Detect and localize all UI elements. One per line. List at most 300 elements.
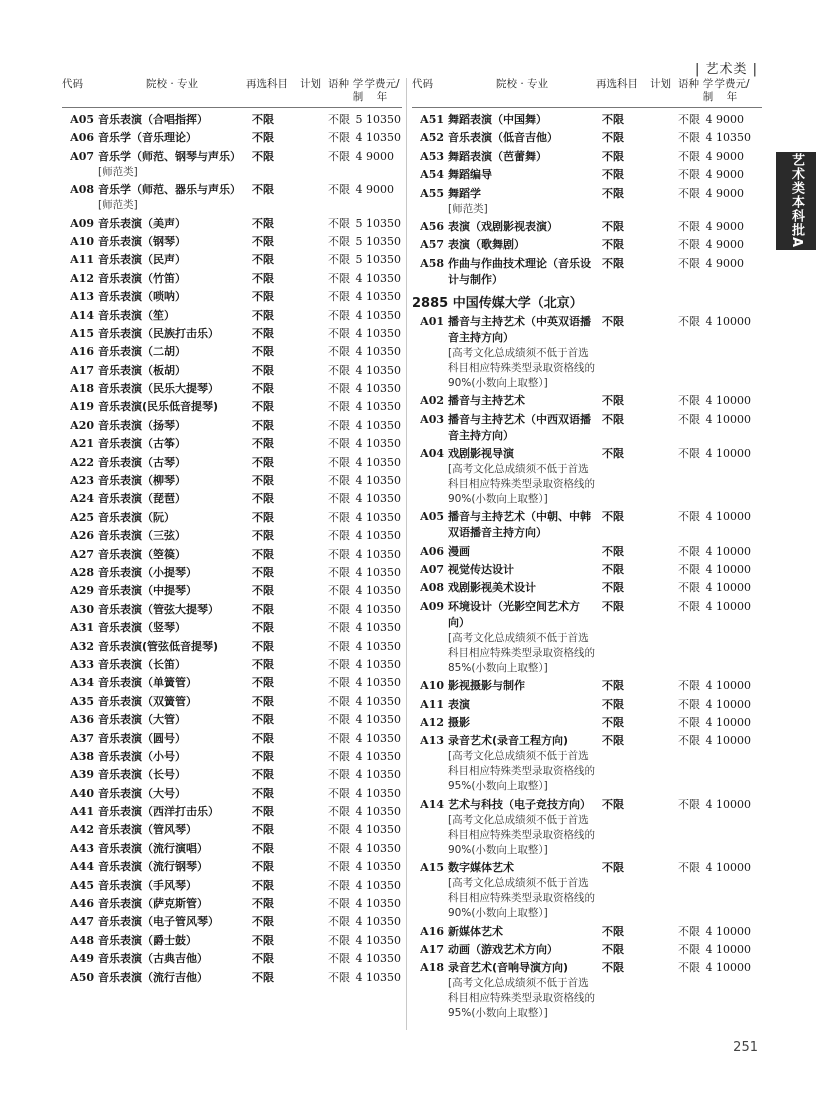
major-name: 音乐表演（单簧管） <box>98 676 197 690</box>
tuition-fee: 10000 <box>716 716 751 730</box>
plan-count <box>650 130 678 146</box>
major-code: A47 <box>70 915 94 929</box>
tuition-fee: 10350 <box>366 345 401 359</box>
major-name: 舞蹈编导 <box>448 168 492 182</box>
major-name: 音乐表演（琵琶） <box>98 492 186 506</box>
major-code: A11 <box>70 253 94 267</box>
major-name <box>448 186 596 217</box>
major-name-text: 舞蹈学 <box>448 186 481 200</box>
plan-count <box>300 528 328 544</box>
study-length: 4 <box>355 621 363 635</box>
subject-requirement: 不限 <box>252 345 274 359</box>
language-requirement: 不限 <box>328 345 350 359</box>
subject-requirement: 不限 <box>602 734 624 748</box>
language-requirement: 不限 <box>678 861 700 875</box>
language-requirement: 不限 <box>328 915 350 929</box>
subject-requirement: 不限 <box>252 547 274 561</box>
major-note: [师范类] <box>448 202 488 215</box>
language-requirement: 不限 <box>328 639 350 653</box>
study-length: 4 <box>705 219 713 233</box>
plan-count <box>650 412 678 444</box>
language-requirement: 不限 <box>328 149 350 163</box>
subject-requirement: 不限 <box>252 253 274 267</box>
header-code: 代码 <box>412 78 433 90</box>
language-requirement: 不限 <box>328 841 350 855</box>
study-length: 4 <box>355 602 363 616</box>
major-code: A53 <box>420 149 444 163</box>
table-row <box>62 308 402 324</box>
major-code: A12 <box>420 716 444 730</box>
study-length: 4 <box>705 734 713 748</box>
table-row <box>62 712 402 728</box>
tuition-fee: 10350 <box>366 915 401 929</box>
language-requirement: 不限 <box>328 547 350 561</box>
subject-requirement: 不限 <box>602 599 624 613</box>
major-name: 音乐表演（三弦） <box>98 529 186 543</box>
study-length: 4 <box>705 238 713 252</box>
tuition-fee: 10350 <box>366 290 401 304</box>
language-requirement: 不限 <box>328 749 350 763</box>
plan-count <box>300 308 328 324</box>
header-name: 院校 · 专业 <box>495 78 548 90</box>
major-code: A04 <box>420 446 444 460</box>
major-name: 音乐表演（流行演唱） <box>98 841 208 855</box>
plan-count <box>300 399 328 415</box>
tuition-fee: 10350 <box>366 602 401 616</box>
subject-requirement: 不限 <box>252 768 274 782</box>
tuition-fee: 10000 <box>716 679 751 693</box>
subject-requirement: 不限 <box>252 271 274 285</box>
major-code: A07 <box>70 149 94 163</box>
header-plan: 计划 <box>650 78 671 90</box>
major-code: A20 <box>70 418 94 432</box>
language-requirement: 不限 <box>678 113 700 126</box>
major-name-text: 戏剧影视导演 <box>448 446 514 460</box>
subject-requirement: 不限 <box>602 446 624 460</box>
table-row <box>412 167 762 183</box>
table-row <box>412 130 762 146</box>
major-name <box>448 314 596 391</box>
study-length: 4 <box>705 697 713 711</box>
major-name: 音乐表演（低音吉他） <box>448 131 558 145</box>
tuition-fee: 10350 <box>366 639 401 653</box>
major-code: A14 <box>70 308 94 322</box>
major-name: 音乐表演（二胡） <box>98 345 186 359</box>
table-row <box>62 970 402 986</box>
table-row <box>412 314 762 391</box>
table-row <box>62 859 402 875</box>
subject-requirement: 不限 <box>252 602 274 616</box>
study-length: 4 <box>355 970 363 984</box>
study-length: 4 <box>705 412 713 426</box>
language-requirement: 不限 <box>678 149 700 163</box>
tuition-fee: 10000 <box>716 394 751 408</box>
major-code: A50 <box>70 970 94 984</box>
major-code: A07 <box>420 563 444 577</box>
study-length: 4 <box>355 713 363 727</box>
subject-requirement: 不限 <box>252 234 274 248</box>
major-name: 音乐表演（民乐大提琴） <box>98 382 219 396</box>
table-row <box>412 509 762 541</box>
subject-requirement: 不限 <box>252 805 274 819</box>
major-name: 音乐表演（电子管风琴） <box>98 915 219 929</box>
study-length: 4 <box>355 639 363 653</box>
major-name: 音乐表演（长笛） <box>98 657 186 671</box>
subject-requirement: 不限 <box>602 961 624 975</box>
major-code: A54 <box>420 168 444 182</box>
major-name: 音乐表演（萨克斯管） <box>98 897 208 911</box>
language-requirement: 不限 <box>678 256 700 270</box>
major-name: 音乐表演（古筝） <box>98 437 186 451</box>
study-length: 4 <box>705 544 713 558</box>
major-note: [高考文化总成绩须不低于首选科目相应特殊类型录取资格线的95%(小数向上取整）] <box>448 750 595 793</box>
major-code: A55 <box>420 186 444 200</box>
study-length: 4 <box>355 363 363 377</box>
language-requirement: 不限 <box>678 238 700 252</box>
study-length: 4 <box>355 933 363 947</box>
major-code: A26 <box>70 529 94 543</box>
subject-requirement: 不限 <box>252 565 274 579</box>
subject-requirement: 不限 <box>252 713 274 727</box>
major-name: 音乐表演（合唱指挥） <box>98 113 208 126</box>
subject-requirement: 不限 <box>602 581 624 595</box>
major-code: A10 <box>70 234 94 248</box>
subject-requirement: 不限 <box>252 694 274 708</box>
header-length: 学制 <box>352 78 364 103</box>
subject-requirement: 不限 <box>252 455 274 469</box>
major-code: A56 <box>420 219 444 233</box>
subject-requirement: 不限 <box>252 149 274 163</box>
major-name: 动画（游戏艺术方向） <box>448 942 558 956</box>
tuition-fee: 10350 <box>366 492 401 506</box>
major-name: 音乐表演（竖琴） <box>98 621 186 635</box>
major-name: 视觉传达设计 <box>448 563 514 577</box>
study-length: 4 <box>705 797 713 811</box>
tuition-fee: 10350 <box>366 805 401 819</box>
tuition-fee: 10000 <box>716 544 751 558</box>
major-name: 漫画 <box>448 544 470 558</box>
study-length: 4 <box>355 290 363 304</box>
plan-count <box>650 393 678 409</box>
major-name: 音乐表演（钢琴） <box>98 234 186 248</box>
plan-count <box>650 797 678 858</box>
table-row <box>62 675 402 691</box>
major-name: 摄影 <box>448 716 470 730</box>
tuition-fee: 10350 <box>366 584 401 598</box>
tuition-fee: 10000 <box>716 314 751 328</box>
table-row <box>62 289 402 305</box>
study-length: 4 <box>355 676 363 690</box>
plan-count <box>300 565 328 581</box>
tuition-fee: 10000 <box>716 961 751 975</box>
language-requirement: 不限 <box>328 183 350 197</box>
major-code: A57 <box>420 238 444 252</box>
tuition-fee: 10350 <box>366 131 401 145</box>
language-requirement: 不限 <box>328 253 350 267</box>
tuition-fee: 10000 <box>716 563 751 577</box>
study-length: 5 <box>355 113 363 126</box>
language-requirement: 不限 <box>678 734 700 748</box>
major-code: A12 <box>70 271 94 285</box>
study-length: 4 <box>355 529 363 543</box>
tuition-fee: 10350 <box>366 437 401 451</box>
plan-count <box>300 602 328 618</box>
major-name: 播音与主持艺术 <box>448 394 525 408</box>
plan-count <box>300 473 328 489</box>
language-requirement: 不限 <box>678 599 700 613</box>
subject-requirement: 不限 <box>602 219 624 233</box>
table-row <box>412 599 762 676</box>
plan-count <box>300 149 328 180</box>
language-requirement: 不限 <box>328 657 350 671</box>
major-code: A45 <box>70 878 94 892</box>
table-row <box>62 455 402 471</box>
major-code: A13 <box>420 734 444 748</box>
subject-requirement: 不限 <box>602 544 624 558</box>
plan-count <box>650 942 678 958</box>
major-name <box>98 149 246 180</box>
major-name <box>448 960 596 1021</box>
tuition-fee: 10000 <box>716 599 751 613</box>
table-row <box>412 733 762 794</box>
major-code: A42 <box>70 823 94 837</box>
language-requirement: 不限 <box>328 216 350 230</box>
tuition-fee: 10350 <box>366 768 401 782</box>
language-requirement: 不限 <box>678 394 700 408</box>
study-length: 4 <box>355 492 363 506</box>
tuition-fee: 10350 <box>366 326 401 340</box>
study-length: 4 <box>355 345 363 359</box>
tuition-fee: 10350 <box>366 731 401 745</box>
study-length: 4 <box>705 924 713 938</box>
major-name: 音乐表演（小号） <box>98 749 186 763</box>
subject-requirement: 不限 <box>252 841 274 855</box>
major-name: 音乐表演（流行钢琴） <box>98 860 208 874</box>
language-requirement: 不限 <box>328 584 350 598</box>
language-requirement: 不限 <box>328 768 350 782</box>
tuition-fee: 10350 <box>366 933 401 947</box>
tuition-fee: 10000 <box>716 697 751 711</box>
major-code: A25 <box>70 510 94 524</box>
subject-requirement: 不限 <box>602 797 624 811</box>
left-rows <box>62 112 402 986</box>
language-requirement: 不限 <box>678 942 700 956</box>
table-row <box>412 797 762 858</box>
subject-requirement: 不限 <box>252 731 274 745</box>
major-name: 音乐表演（长号） <box>98 768 186 782</box>
language-requirement: 不限 <box>328 805 350 819</box>
table-row <box>62 620 402 636</box>
study-length: 4 <box>705 113 713 126</box>
table-row <box>62 951 402 967</box>
tuition-fee: 10350 <box>366 529 401 543</box>
major-code: A21 <box>70 437 94 451</box>
plan-count <box>650 860 678 921</box>
subject-requirement: 不限 <box>602 716 624 730</box>
tuition-fee: 9000 <box>716 186 744 200</box>
major-name: 表演 <box>448 697 470 711</box>
major-code: A44 <box>70 860 94 874</box>
plan-count <box>300 271 328 287</box>
major-name: 音乐表演（美声） <box>98 216 186 230</box>
tuition-fee: 9000 <box>716 219 744 233</box>
study-length: 4 <box>355 860 363 874</box>
major-note: [高考文化总成绩须不低于首选科目相应特殊类型录取资格线的85%(小数向上取整）] <box>448 631 595 674</box>
plan-count <box>300 896 328 912</box>
subject-requirement: 不限 <box>602 238 624 252</box>
plan-count <box>300 344 328 360</box>
major-name: 新媒体艺术 <box>448 924 503 938</box>
major-code: A05 <box>420 510 444 524</box>
tuition-fee: 10350 <box>366 878 401 892</box>
header-plan: 计划 <box>300 78 321 90</box>
tuition-fee: 10350 <box>366 657 401 671</box>
major-name: 音乐表演（管风琴） <box>98 823 197 837</box>
tuition-fee: 10350 <box>716 131 751 145</box>
major-code: A15 <box>70 326 94 340</box>
plan-count <box>650 924 678 940</box>
study-length: 4 <box>355 455 363 469</box>
table-row <box>412 678 762 694</box>
table-row <box>412 697 762 713</box>
tuition-fee: 10350 <box>366 363 401 377</box>
language-requirement: 不限 <box>328 326 350 340</box>
plan-count <box>300 694 328 710</box>
subject-requirement: 不限 <box>252 639 274 653</box>
table-row <box>62 841 402 857</box>
major-name: 音乐学（音乐理论） <box>98 131 197 145</box>
table-row <box>62 112 402 128</box>
language-requirement: 不限 <box>328 131 350 145</box>
major-name: 音乐表演（古琴） <box>98 455 186 469</box>
table-row <box>62 933 402 949</box>
study-length: 4 <box>705 446 713 460</box>
table-row <box>62 399 402 415</box>
study-length: 4 <box>355 131 363 145</box>
study-length: 4 <box>355 841 363 855</box>
subject-requirement: 不限 <box>252 400 274 414</box>
tuition-fee: 10350 <box>366 474 401 488</box>
header-length: 学制 <box>702 78 714 103</box>
study-length: 4 <box>705 256 713 270</box>
header-fee: 学费元/年 <box>364 78 400 103</box>
plan-count <box>650 509 678 541</box>
study-length: 4 <box>355 400 363 414</box>
tuition-fee: 10000 <box>716 412 751 426</box>
subject-requirement: 不限 <box>602 697 624 711</box>
major-code: A09 <box>70 216 94 230</box>
major-name <box>448 599 596 676</box>
language-requirement: 不限 <box>328 437 350 451</box>
major-code: A28 <box>70 565 94 579</box>
subject-requirement: 不限 <box>252 418 274 432</box>
major-name: 舞蹈表演（芭蕾舞） <box>448 149 547 163</box>
major-code: A52 <box>420 131 444 145</box>
major-code: A08 <box>420 581 444 595</box>
language-requirement: 不限 <box>328 731 350 745</box>
major-code: A37 <box>70 731 94 745</box>
major-name: 音乐表演（箜篌） <box>98 547 186 561</box>
study-length: 4 <box>355 768 363 782</box>
tuition-fee: 10350 <box>366 786 401 800</box>
major-code: A24 <box>70 492 94 506</box>
tuition-fee: 9000 <box>716 238 744 252</box>
table-row <box>412 715 762 731</box>
subject-requirement: 不限 <box>252 290 274 304</box>
study-length: 4 <box>355 474 363 488</box>
language-requirement: 不限 <box>328 113 350 126</box>
language-requirement: 不限 <box>328 602 350 616</box>
tuition-fee: 9000 <box>366 183 394 197</box>
plan-count <box>300 859 328 875</box>
study-length: 5 <box>355 216 363 230</box>
subject-requirement: 不限 <box>252 131 274 145</box>
table-row <box>62 182 402 213</box>
subject-requirement: 不限 <box>252 786 274 800</box>
left-column <box>62 78 402 988</box>
tuition-fee: 10350 <box>366 952 401 966</box>
language-requirement: 不限 <box>328 234 350 248</box>
plan-count <box>300 639 328 655</box>
plan-count <box>300 749 328 765</box>
language-requirement: 不限 <box>328 400 350 414</box>
language-requirement: 不限 <box>678 961 700 975</box>
major-name-text: 艺术与科技（电子竞技方向） <box>448 797 591 811</box>
major-code: A03 <box>420 412 444 426</box>
subject-requirement: 不限 <box>252 382 274 396</box>
language-requirement: 不限 <box>328 510 350 524</box>
table-row <box>62 822 402 838</box>
study-length: 4 <box>705 861 713 875</box>
major-name: 播音与主持艺术（中朝、中韩双语播音主持方向） <box>448 510 591 540</box>
plan-count <box>300 418 328 434</box>
subject-requirement: 不限 <box>602 563 624 577</box>
subject-requirement: 不限 <box>252 749 274 763</box>
plan-count <box>300 252 328 268</box>
plan-count <box>650 697 678 713</box>
major-name: 音乐表演（扬琴） <box>98 418 186 432</box>
tuition-fee: 10000 <box>716 734 751 748</box>
table-row <box>62 418 402 434</box>
major-name <box>98 182 246 213</box>
major-code: A38 <box>70 749 94 763</box>
language-requirement: 不限 <box>678 697 700 711</box>
plan-count <box>650 314 678 391</box>
major-code: A22 <box>70 455 94 469</box>
study-length: 4 <box>355 749 363 763</box>
table-row <box>62 804 402 820</box>
language-requirement: 不限 <box>328 713 350 727</box>
tuition-fee: 9000 <box>366 149 394 163</box>
plan-count <box>300 822 328 838</box>
plan-count <box>300 712 328 728</box>
plan-count <box>300 841 328 857</box>
subject-requirement: 不限 <box>602 679 624 693</box>
header-subject: 再选科目 <box>596 78 638 90</box>
major-code: A34 <box>70 676 94 690</box>
major-note: [师范类] <box>98 199 138 212</box>
subject-requirement: 不限 <box>602 314 624 328</box>
major-code: A51 <box>420 113 444 126</box>
major-name: 影视摄影与制作 <box>448 679 525 693</box>
study-length: 4 <box>355 565 363 579</box>
language-requirement: 不限 <box>328 474 350 488</box>
major-name: 音乐表演（爵士鼓） <box>98 933 197 947</box>
plan-count <box>300 182 328 213</box>
tuition-fee: 9000 <box>716 113 744 126</box>
table-row <box>62 565 402 581</box>
major-name: 表演（戏剧影视表演） <box>448 219 558 233</box>
